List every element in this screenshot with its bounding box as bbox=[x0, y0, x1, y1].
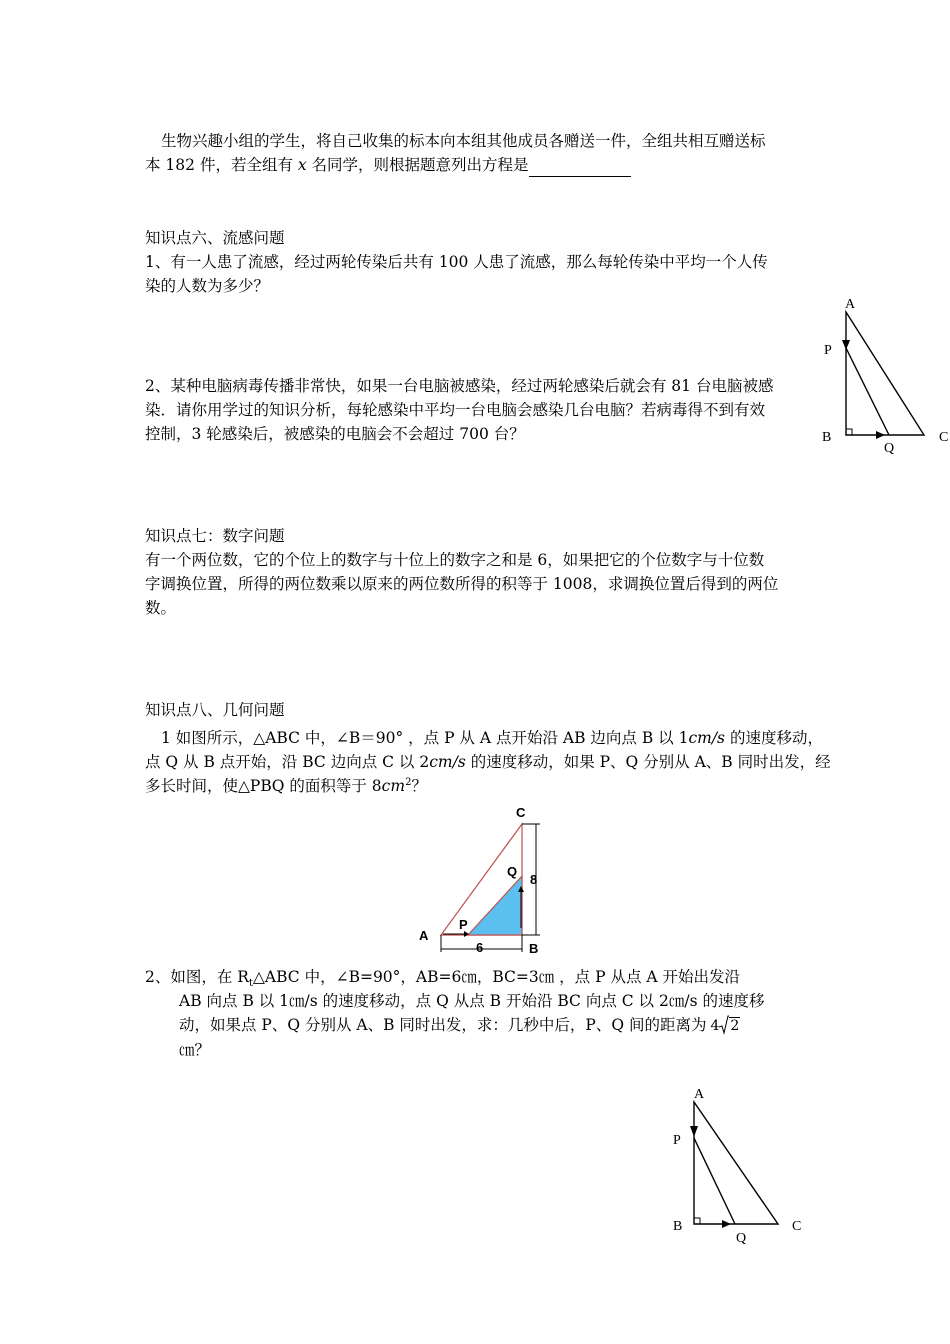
label-p: P bbox=[459, 917, 468, 932]
answer-blank[interactable] bbox=[529, 159, 631, 177]
label-q: Q bbox=[884, 441, 895, 456]
arrow-down-p bbox=[842, 340, 850, 350]
segment-pq bbox=[694, 1138, 735, 1224]
arrow-right-q bbox=[722, 1220, 731, 1228]
colored-triangle-figure bbox=[412, 800, 572, 960]
problem-gift-line2: 本 182 件，若全组有 x 名同学，则根据题意列出方程是 bbox=[145, 153, 813, 177]
radical-expression: 4 2 bbox=[711, 1014, 741, 1038]
shaded-triangle-pbq bbox=[468, 876, 522, 935]
label-b: B bbox=[673, 1219, 683, 1234]
section-7-question: 有一个两位数，它的个位上的数字与十位上的数字之和是 6，如果把它的个位数字与十位数 字调换位置，所得的两位数乘以原来的两位数所得的积等于 1008，求调换位置后得到的两位 数。 bbox=[145, 551, 779, 617]
label-c: C bbox=[516, 805, 526, 820]
label-b: B bbox=[822, 430, 832, 445]
section-8-question-1: 1 如图所示，△ABC 中，∠B＝90° ，点 P 从 A 点开始沿 AB 边向点 B 以 1cm/s 的速度移动， 点 Q 从 B 点开始，沿 BC 边向点 C 以 2cm/s 的速度移动，如果 P、Q 分别从 A、B 同时出发，经 多长时间，使△PBQ 的面积等于 $8cm^2$？ bbox=[145, 729, 831, 795]
label-a: A bbox=[845, 297, 856, 312]
label-c-holder bbox=[936, 426, 950, 446]
problem-gift-line1: 生物兴趣小组的学生，将自己收集的标本向本组其他成员各赠送一件，全组共相互赠送标 bbox=[161, 132, 766, 150]
arrow-right-q bbox=[876, 431, 885, 439]
label-a: A bbox=[694, 1087, 705, 1102]
section-6-question-2: 2、某种电脑病毒传播非常快，如果一台电脑被感染，经过两轮感染后就会有 81 台电脑被感 染．请你用学过的知识分析，每轮感染中平均一台电脑会感染几台电脑？若病毒得不到有效 控制，3 轮感染后，被感染的电脑会不会超过 700 台？ bbox=[145, 377, 774, 443]
section-8-heading: 知识点八、几何问题 bbox=[145, 701, 285, 719]
length-ab: 6 bbox=[476, 940, 484, 955]
right-angle-mark bbox=[694, 1218, 700, 1224]
label-c: C bbox=[792, 1219, 802, 1234]
label-c: C bbox=[939, 430, 949, 445]
label-q: Q bbox=[507, 864, 518, 879]
problem-gift bbox=[145, 129, 813, 177]
section-8-question-2: 2、如图，在 $R_t\triangle ABC$ 中，∠B=90°，AB=6㎝，BC=3㎝ ，点 P 从点 A 开始出发沿 AB 向点 B 以 1㎝/s 的速度移动，点 Q 从点 B 开始沿 BC 向点 C 以 2㎝/s 的速度移 动，如果点 P、Q 分别从 A、B 同时出发，求：几秒中后，P、Q 间的距离为 4 2 ㎝？ bbox=[145, 968, 765, 1059]
label-p: P bbox=[824, 343, 832, 358]
right-angle-mark bbox=[846, 429, 852, 435]
right-triangle-figure-2 bbox=[668, 1080, 818, 1250]
length-bc: 8 bbox=[530, 872, 538, 887]
segment-pq bbox=[846, 348, 889, 435]
arrow-down-p bbox=[690, 1126, 698, 1137]
section-6-heading: 知识点六、流感问题 bbox=[145, 229, 285, 247]
triangle-outline bbox=[846, 312, 924, 435]
label-p: P bbox=[673, 1133, 681, 1148]
sqrt-sign-icon bbox=[719, 1015, 729, 1035]
section-7-heading: 知识点七：数字问题 bbox=[145, 527, 285, 545]
label-a: A bbox=[419, 928, 429, 943]
right-triangle-figure-1 bbox=[820, 290, 930, 460]
label-b: B bbox=[529, 941, 539, 956]
label-q: Q bbox=[736, 1231, 747, 1246]
section-6-question-1: 1、有一人患了流感，经过两轮传染后共有 100 人患了流感，那么每轮传染中平均一个人传 染的人数为多少？ bbox=[145, 253, 768, 295]
